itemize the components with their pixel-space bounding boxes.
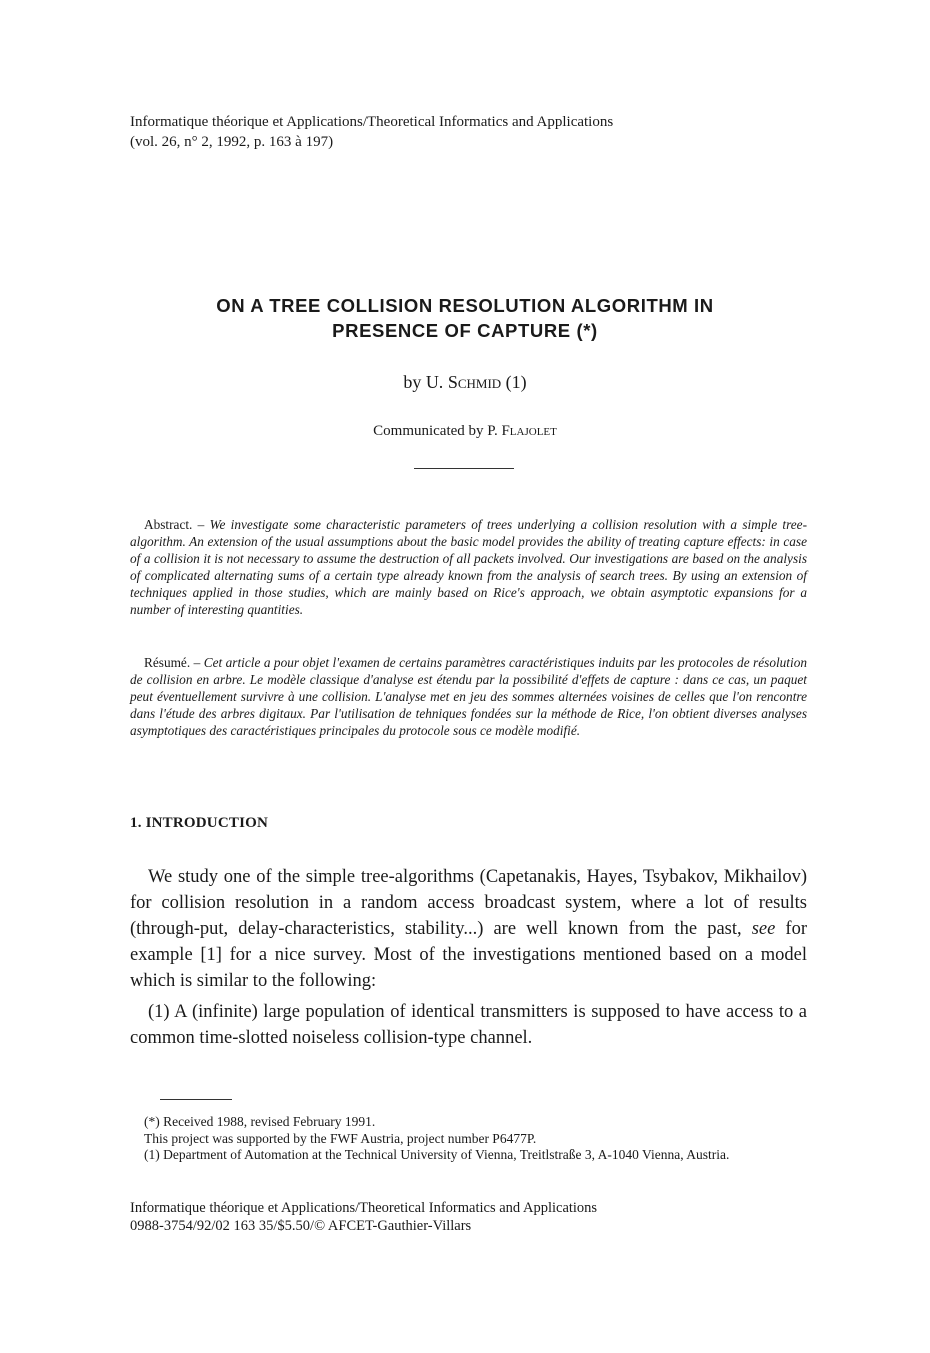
footer-journal: Informatique théorique et Applications/Theoretical Informatics and Applications: [130, 1200, 598, 1216]
section-heading-introduction: 1. INTRODUCTION: [130, 815, 269, 831]
body-text: [130, 864, 807, 1056]
abstract: [130, 516, 807, 618]
journal-name: Informatique théorique et Applications/Theoretical Informatics and Applications: [130, 114, 614, 130]
abstract-text: We investigate some characteristic parameters of trees underlying a collision resolution with a simple tree-algorithm. An extension of the usual assumptions about the basic model provides the ability of treating capture effects: in case of a collision it is not necessary to assume the destruction of all packets involved. Our investigations are based on the analysis of complicated alternating sums of a certain type already known from the analysis of search trees. By using an extension of techniques applied in those studies, which are mainly based on Rice's approach, we obtain asymptotic expansions for a number of interesting quantities.: [130, 517, 807, 617]
title-line-2: PRESENCE OF CAPTURE (*): [332, 320, 598, 341]
body-paragraph-2: (1) A (infinite) large population of identical transmitters is supposed to have access to a common time-slotted noiseless collision-type channel.: [130, 1002, 807, 1048]
author-note-marker: (1): [501, 372, 527, 392]
abstract-label: Abstract. –: [144, 517, 210, 532]
footnotes: [130, 1114, 810, 1164]
paper-title: [130, 293, 800, 343]
footnote-funding: This project was supported by the FWF Austria, project number P6477P.: [144, 1130, 537, 1146]
title-line-1: ON A TREE COLLISION RESOLUTION ALGORITHM IN: [216, 295, 714, 316]
body-paragraph-1-see: see: [751, 919, 776, 939]
body-paragraph-1-part-b: for example [1] for a nice survey. Most of the investigations mentioned based on a model which is similar to the following:: [130, 919, 807, 991]
resume: [130, 654, 807, 739]
resume-text: Cet article a pour objet l'examen de certains paramètres caractéristiques induits par les protocoles de résolution de collision en arbre. Le modèle classique d'analyse est étendu par la possibilité d'effets de capture : dans ce cas, un paquet peut éventuellement survivre à une collision. L'analyse met en jeu des sommes alternées voisines de celles que l'on rencontre dans l'étude des arbres digitaux. Par l'utilisation de tehniques fondées sur la méthode de Rice, l'on obtient diverses analyses asymptotiques des caractéristiques principales du protocole sous ce modèle modifié.: [130, 655, 807, 738]
author-byline: [130, 372, 800, 393]
page-footer: [130, 1199, 597, 1235]
resume-label: Résumé. –: [144, 655, 204, 670]
footer-issn: 0988-3754/92/02 163 35/$5.50/© AFCET-Gauthier-Villars: [130, 1218, 472, 1234]
title-divider: [414, 468, 514, 469]
journal-header: [130, 112, 613, 152]
byline-prefix: by U.: [403, 372, 448, 392]
communicated-prefix: Communicated by P.: [373, 423, 502, 439]
footnote-received: (*) Received 1988, revised February 1991.: [144, 1114, 376, 1129]
communicated-by: [130, 423, 800, 440]
footnote-divider: [160, 1099, 232, 1100]
communicator-name: Flajolet: [501, 423, 557, 439]
journal-volume: (vol. 26, n° 2, 1992, p. 163 à 197): [130, 134, 334, 150]
body-paragraph-1: [130, 864, 807, 994]
body-paragraph-1-part-a: We study one of the simple tree-algorithms (Capetanakis, Hayes, Tsybakov, Mikhailov) for collision resolution in a random access broadcast system, where a lot of results (through-put, delay-characteristics, stability...) are well known from the past,: [130, 867, 807, 939]
footnote-affiliation: (1) Department of Automation at the Technical University of Vienna, Treitlstraße 3, A-1040 Vienna, Austria.: [144, 1147, 730, 1162]
author-name: Schmid: [447, 372, 502, 392]
